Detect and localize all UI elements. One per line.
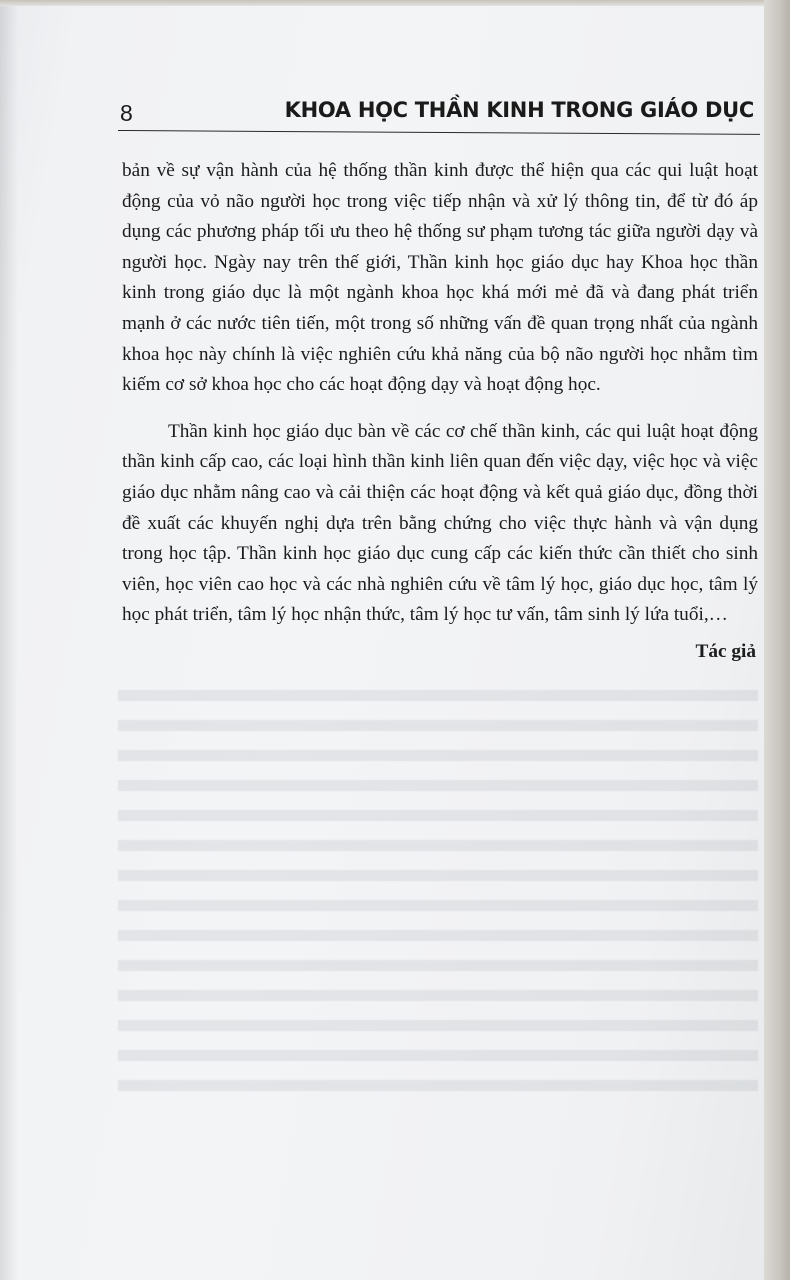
body-text xyxy=(122,156,758,668)
page-header xyxy=(118,96,760,130)
page-number: 8 xyxy=(120,100,133,126)
author-signature: Tác giả xyxy=(695,640,756,662)
bleed-through-texture xyxy=(118,690,758,1110)
paragraph: Thần kinh học giáo dục bàn về các cơ chế thần kinh, các qui luật hoạt động thần kinh cấp cao, các loại hình thần kinh liên quan đến việc dạy, việc học và việc giáo dục nhằm nâng cao và cải thiện các hoạt động và kết quả giáo dục, đồng thời đề xuất các khuyến nghị dựa trên bằng chứng cho việc thực hành và vận dụng trong học tập. Thần kinh học giáo dục cung cấp các kiến thức cần thiết cho sinh viên, học viên cao học và các nhà nghiên cứu về tâm lý học, giáo dục học, tâm lý học phát triển, tâm lý học nhận thức, tâm lý học tư vấn, tâm sinh lý lứa tuổi,… xyxy=(122,420,758,626)
running-title: KHOA HỌC THẦN KINH TRONG GIÁO DỤC xyxy=(284,98,754,122)
page-top-edge xyxy=(0,0,790,6)
header-rule xyxy=(118,130,760,135)
paragraph-continued: bản về sự vận hành của hệ thống thần kinh được thể hiện qua các qui luật hoạt động của vỏ não người học trong việc tiếp nhận và xử lý thông tin, để từ đó áp dụng các phương pháp tối ưu theo hệ thống sư phạm tương tác giữa người dạy và người học. Ngày nay trên thế giới, Thần kinh học giáo dục hay Khoa học thần kinh trong giáo dục là một ngành khoa học khá mới mẻ đã và đang phát triển mạnh ở các nước tiên tiến, một trong số những vấn đề quan trọng nhất của ngành khoa học này chính là việc nghiên cứu khả năng của bộ não người học nhằm tìm kiếm cơ sở khoa học cho các hoạt động dạy và hoạt động học. xyxy=(122,160,758,396)
page-edge-right xyxy=(764,0,790,1280)
